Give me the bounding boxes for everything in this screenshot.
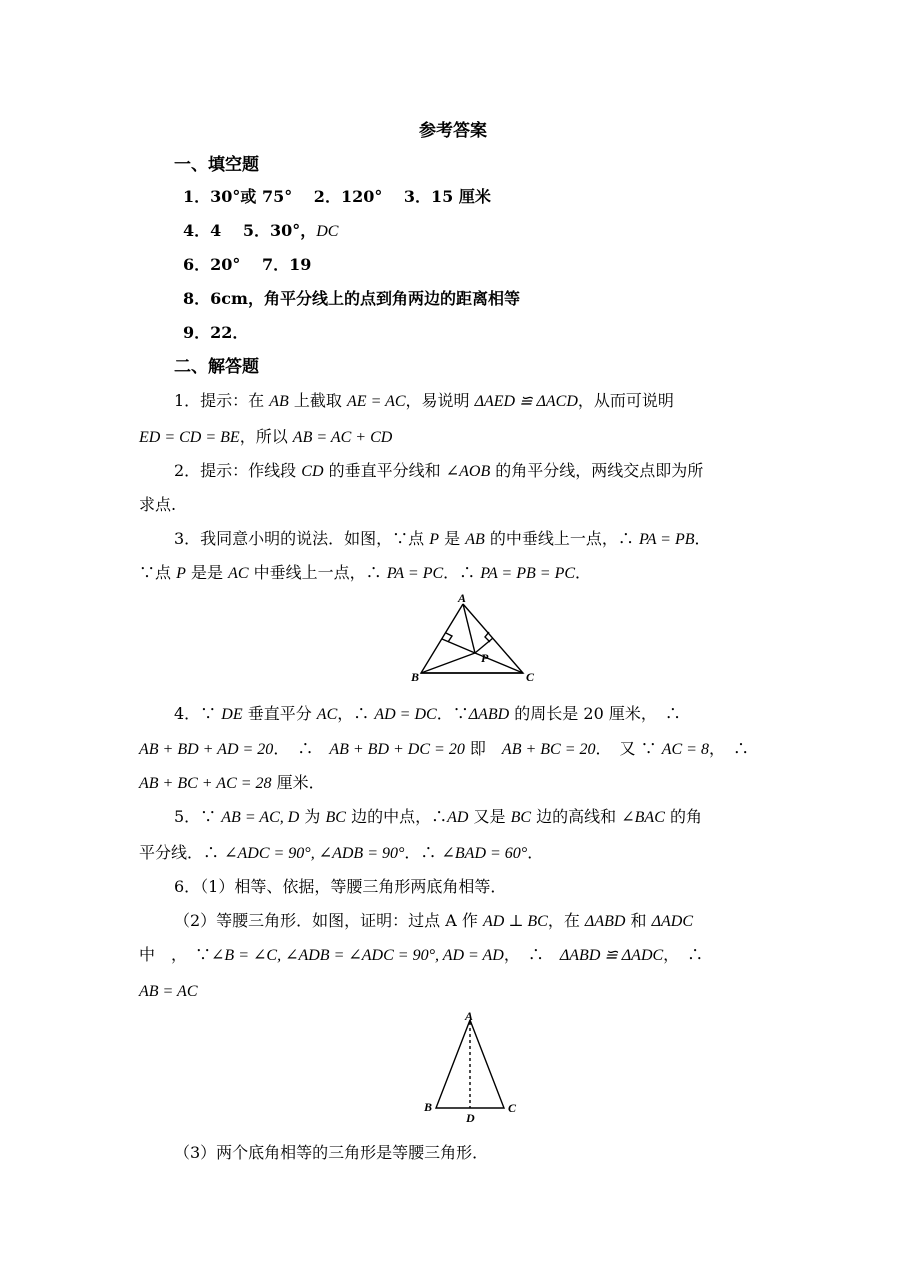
math-expression: PA = PB bbox=[638, 531, 695, 548]
segment-bp bbox=[421, 653, 475, 673]
math-expression: PA = PB = PC bbox=[480, 565, 576, 582]
math-expression: P bbox=[429, 531, 440, 548]
math-expression: AC bbox=[316, 706, 338, 723]
math-expression: BC bbox=[325, 809, 346, 826]
math-expression: ED = CD = BE bbox=[139, 429, 240, 446]
q5-line2 bbox=[139, 843, 543, 864]
page-title: 参考答案 bbox=[419, 121, 487, 141]
text-run: 上截取 bbox=[288, 391, 348, 410]
q6-part2-line1 bbox=[174, 911, 693, 932]
math-expression: DE bbox=[221, 706, 243, 723]
text-run: （2）等腰三角形．如图，证明：过点 A 作 bbox=[174, 911, 483, 930]
section-heading-solutions: 二、解答题 bbox=[174, 357, 259, 377]
text-run: 边的高线和 bbox=[531, 807, 622, 826]
q1-line1 bbox=[174, 391, 674, 412]
text-run: 3．我同意小明的说法．如图，∵点 bbox=[174, 529, 430, 548]
label-c-2: C bbox=[508, 1101, 517, 1115]
figure-triangle-p bbox=[405, 592, 545, 684]
q2-line1 bbox=[174, 461, 703, 482]
q4-line3 bbox=[139, 773, 325, 794]
math-expression: AB = AC + CD bbox=[292, 429, 393, 446]
label-c: C bbox=[526, 670, 535, 684]
label-a-2: A bbox=[465, 1009, 474, 1023]
math-expression: ∠B = ∠C, ∠ADB = ∠ADC = 90°, AD = AD bbox=[211, 947, 504, 964]
math-expression: AD = DC bbox=[374, 706, 437, 723]
math-expression: AB bbox=[269, 393, 289, 410]
math-expression: CD bbox=[301, 463, 324, 480]
text-run: ，∴ bbox=[337, 704, 375, 723]
answer-line-2-text: 4．4 5．30°， bbox=[183, 221, 317, 240]
text-run: ．∴ bbox=[404, 843, 442, 862]
text-run: 为 bbox=[299, 807, 326, 826]
text-run: 6．（1）相等、依据，等腰三角形两底角相等． bbox=[174, 877, 507, 896]
text-run: 求点. bbox=[139, 495, 177, 514]
q5-line1 bbox=[174, 807, 702, 828]
math-expression: ∠BAC bbox=[621, 809, 665, 826]
q4-line2 bbox=[139, 739, 749, 760]
math-expression: AB bbox=[465, 531, 485, 548]
text-run: ． bbox=[527, 843, 544, 862]
text-run: ，在 bbox=[547, 911, 585, 930]
math-expression: ΔABD bbox=[468, 706, 510, 723]
text-run: ． ∴ bbox=[273, 739, 330, 758]
math-expression: AB + BC + AC = 28 bbox=[139, 775, 272, 792]
math-expression: ΔAED ≌ ΔACD bbox=[474, 393, 578, 410]
math-expression: AB = AC bbox=[139, 983, 198, 1000]
text-run: 5．∵ bbox=[174, 807, 222, 826]
q1-line2 bbox=[139, 427, 392, 448]
text-run: 是是 bbox=[185, 563, 229, 582]
math-expression: BC bbox=[510, 809, 532, 826]
text-run: ． bbox=[694, 529, 711, 548]
perpendicular-ab bbox=[442, 639, 475, 653]
text-run: ， ∴ bbox=[708, 739, 749, 758]
text-run: 和 bbox=[625, 911, 652, 930]
math-expression: AB + BD + DC = 20 bbox=[329, 741, 465, 758]
text-run: 4．∵ bbox=[174, 704, 222, 723]
text-run: 的角平分线，两线交点即为所 bbox=[490, 461, 704, 480]
q4-line1 bbox=[174, 704, 681, 725]
text-run: 是 bbox=[439, 529, 466, 548]
section-heading-fill-in: 一、填空题 bbox=[174, 155, 259, 175]
text-run: （3）两个底角相等的三角形是等腰三角形． bbox=[174, 1143, 489, 1162]
text-run: ， ∴ bbox=[503, 945, 560, 964]
answer-line-1: 1．30°或 75° 2．120° 3．15 厘米 bbox=[183, 187, 491, 206]
q2-line2 bbox=[139, 495, 176, 515]
math-expression: ΔABD ≌ ΔADC bbox=[559, 947, 664, 964]
math-expression: AD ⊥ BC bbox=[483, 913, 548, 930]
text-run: ∵点 bbox=[139, 563, 177, 582]
text-run: ．∴ bbox=[443, 563, 481, 582]
label-a: A bbox=[458, 591, 467, 605]
math-expression: AE = AC bbox=[347, 393, 406, 410]
text-run: 厘米． bbox=[271, 773, 325, 792]
text-run: 的垂直平分线和 bbox=[323, 461, 446, 480]
math-expression: AB + BC = 20 bbox=[501, 741, 596, 758]
q6-part1 bbox=[174, 877, 506, 897]
text-run: 1．提示：在 bbox=[174, 391, 270, 410]
answer-line-2 bbox=[183, 221, 338, 242]
text-run: ．∵ bbox=[436, 704, 469, 723]
text-run: 2．提示：作线段 bbox=[174, 461, 302, 480]
q6-part3 bbox=[174, 1143, 488, 1163]
text-run: 的角 bbox=[664, 807, 702, 826]
answer-line-3: 6．20° 7．19 bbox=[183, 255, 312, 274]
figure-isosceles-triangle bbox=[418, 1008, 528, 1128]
math-expression: ∠ADC = 90°, ∠ADB = 90° bbox=[224, 845, 405, 862]
math-expression: PA = PC bbox=[386, 565, 444, 582]
text-run: 的中垂线上一点，∴ bbox=[484, 529, 639, 548]
label-b-2: B bbox=[424, 1100, 433, 1114]
math-expression: ∠AOB bbox=[445, 463, 491, 480]
math-expression: ΔADC bbox=[651, 913, 693, 930]
label-d: D bbox=[466, 1111, 475, 1125]
q3-line1 bbox=[174, 529, 711, 550]
q3-line2 bbox=[139, 563, 591, 584]
answer-line-4: 8．6cm，角平分线上的点到角两边的距离相等 bbox=[183, 289, 520, 308]
answer-line-2-math: DC bbox=[316, 223, 339, 240]
text-run: ，易说明 bbox=[405, 391, 475, 410]
math-expression: AB = AC, D bbox=[221, 809, 300, 826]
text-run: 的周长是 20 厘米， ∴ bbox=[509, 704, 681, 723]
text-run: ． bbox=[575, 563, 592, 582]
text-run: 中垂线上一点，∴ bbox=[248, 563, 387, 582]
math-expression: AB + BD + AD = 20 bbox=[139, 741, 274, 758]
label-b: B bbox=[411, 670, 420, 684]
math-expression: ΔABD bbox=[584, 913, 626, 930]
q6-part2-line2 bbox=[139, 945, 703, 966]
text-run: 平分线．∴ bbox=[139, 843, 225, 862]
text-run: ． 又 ∵ bbox=[595, 739, 662, 758]
answer-line-5: 9．22． bbox=[183, 323, 249, 342]
text-run: 又是 bbox=[468, 807, 511, 826]
text-run: ，所以 bbox=[239, 427, 293, 446]
label-p: P bbox=[481, 651, 489, 665]
math-expression: AC bbox=[228, 565, 249, 582]
text-run: 中 ， ∵ bbox=[139, 945, 212, 964]
text-run: 边的中点，∴ bbox=[345, 807, 448, 826]
math-expression: AD bbox=[447, 809, 469, 826]
text-run: 即 bbox=[464, 739, 502, 758]
q6-part2-line3 bbox=[139, 981, 198, 1002]
math-expression: ∠BAD = 60° bbox=[441, 845, 528, 862]
math-expression: P bbox=[176, 565, 186, 582]
text-run: 垂直平分 bbox=[242, 704, 317, 723]
text-run: ，从而可说明 bbox=[577, 391, 674, 410]
math-expression: AC = 8 bbox=[661, 741, 709, 758]
text-run: ， ∴ bbox=[663, 945, 704, 964]
